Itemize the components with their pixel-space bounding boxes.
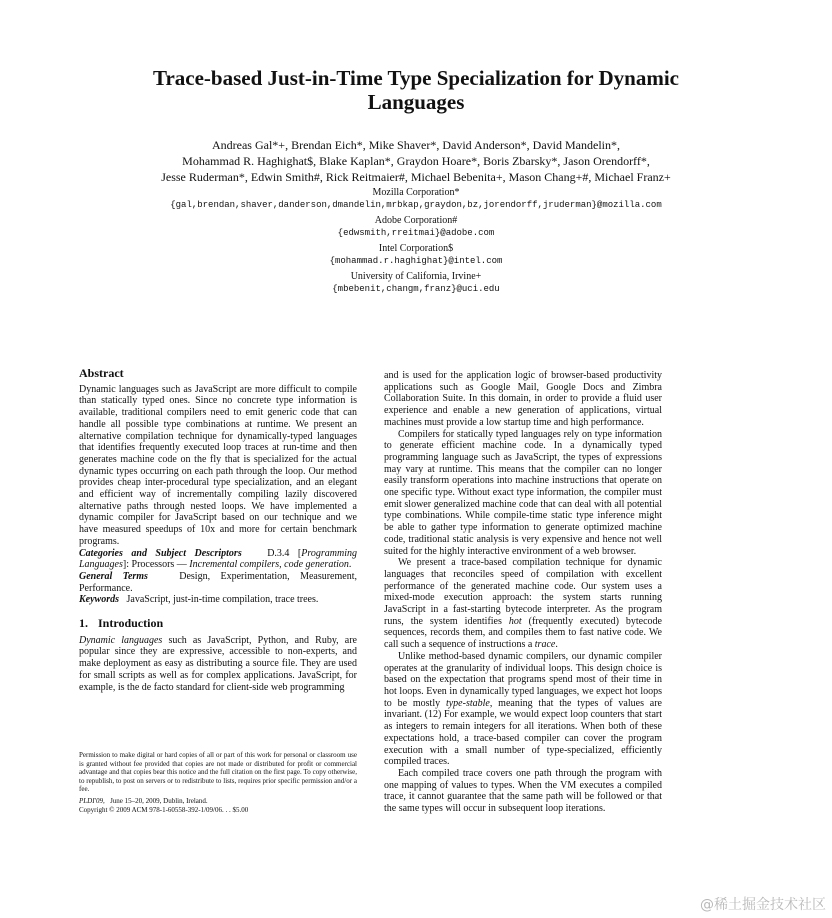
intro-paragraph-5: Each compiled trace covers one path through the program with one mapping of values to types. When the VM executes a compiled trace, it cannot guarantee that the same path will be followed or that the same types will occur in subsequent loop iterations. [384,767,662,815]
section-number: 1. [79,616,88,631]
affiliation-intel [30,243,802,267]
affiliation-name: University of California, Irvine+ [350,271,482,282]
affiliation-name: Intel Corporation$ [378,243,454,254]
general-terms [79,571,357,594]
descriptors-label: Categories and Subject Descriptors [79,547,242,559]
right-column [384,370,662,815]
p3-part-a: We present a trace-based compilation technique for dynamic languages that reconciles speed of compilation with excellent performance of the generated machine code. Our system uses a mixed-mode execution approach: the system starts running JavaScript in a fast-starting bytecode interpreter. As the program runs, the system identifies [384,557,662,627]
abstract-heading: Abstract [79,366,124,380]
left-column [79,368,357,693]
p3-hot: hot [508,615,522,627]
conference-line [79,797,357,806]
general-terms-text: Design, Experimentation, Measurement, Performance. [79,570,357,594]
author-list [30,137,802,185]
p3-part-c: . [555,639,558,651]
p4-part-a: Unlike method-based dynamic compilers, our dynamic compiler operates at the granularity of individual loops. This design choice is based on the expectation that programs spend most of their time in hot loops. Even in dynamically typed languages, we expect hot loops to be mostly [384,650,662,709]
keywords-text: JavaScript, just-in-time compilation, trace trees. [126,594,319,606]
conference-details: June 15–20, 2009, Dublin, Ireland. [110,796,208,805]
keywords [79,594,357,606]
intro-paragraph-4 [384,651,662,768]
permission-notice: Permission to make digital or hard copies of all or part of this work for personal or classroom use is granted without fee provided that copies are not made or distributed for profit or commercial advantage and that copies bear this notice and the full citation on the first page. To copy otherwise, to republish, to post on servers or to redistribute to lists, requires prior specific permission and/or a fee. [79,751,357,794]
title-line-1: Trace-based Just-in-Time Type Specialization for Dynamic [153,66,679,90]
intro-left-text: such as JavaScript, Python, and Ruby, are popular since they are expressive, accessible to non-experts, and make deployment as easy as distributing a source file. They are used for small scripts as well as for complex applications. JavaScript, for example, is the de facto standard for client-side web programming [79,634,357,693]
descriptors-end: . [348,559,352,571]
p3-trace: trace [534,639,556,651]
affiliation-adobe [30,215,802,239]
general-terms-label: General Terms [79,570,148,582]
site-watermark: @稀土掘金技术社区 [700,897,826,913]
author-line-3: Jesse Ruderman*, Edwin Smith#, Rick Reitmaier#, Michael Bebenita+, Mason Chang+#, Michael Franz+ [161,170,671,184]
descriptors-code: D.3.4 [ [267,547,302,559]
affiliation-mozilla [30,187,802,211]
affiliation-email: {mohammad.r.haghighat}@intel.com [329,256,503,266]
conference-name: PLDI'09, [79,796,105,805]
intro-paragraph-1 [79,635,357,694]
affiliation-email: {edwsmith,rreitmai}@adobe.com [337,228,495,238]
affiliation-name: Adobe Corporation# [374,215,458,226]
intro-paragraph-3 [384,557,662,651]
section-title: Introduction [98,616,164,631]
affiliation-email: {mbebenit,changm,franz}@uci.edu [332,284,500,294]
p4-part-b: , meaning that the types of values are invariant. (12) For example, we would expect loop counters that start as integers to remain integers for all iterations. When both of these expectations hold, a trace-based compiler can cover the program execution with a small number of type-specialized, efficiently compiled traces. [384,697,662,768]
abstract-body: Dynamic languages such as JavaScript are more difficult to compile than statically typed ones. Since no concrete type information is available, traditional compilers need to emit generic code that can handle all possible type combinations at runtime. We present an alternative compilation technique for dynamically-typed languages that identifies frequently executed loop traces at run-time and then generates machine code on the fly that is specialized for the actual dynamic types occurring on each path through the loop. Our method provides cheap inter-procedural type specialization, and an elegant and efficient way of incrementally compiling lazily discovered alternative paths through nested loops. We have implemented a dynamic compiler for JavaScript based on our technique and we have measured speedups of 10x and more for certain benchmark programs. [79,383,357,547]
intro-paragraph-2: Compilers for statically typed languages rely on type information to generate efficient machine code. In a dynamically typed programming language such as JavaScript, the types of expressions may vary at runtime. This means that the compiler can no longer easily transform operations into machine instructions that operate on one specific type. Without exact type information, the compiler must emit slower generalized machine code that can deal with all potential type combinations. While compile-time static type inference might be able to gather type information to generate optimized machine code, traditional static analysis is very expensive and hence not well suited for the highly interactive environment of a web browser. [384,428,662,557]
descriptors-italic: Programming Languages [79,547,357,571]
copyright-line: Copyright © 2009 ACM 978-1-60558-392-1/09/06. . . $5.00 [79,805,249,814]
affiliation-list [30,187,802,299]
descriptors-rest: ]: Processors — [122,559,187,571]
intro-paragraph-1-cont: and is used for the application logic of browser-based productivity applications such as Google Mail, Google Docs and Zimbra Collaboration Suite. In this domain, in order to provide a fluid user experience and enable a new generation of applications, virtual machines must provide a low startup time and high performance. [384,370,662,428]
title-line-2: Languages [367,90,465,114]
author-line-2: Mohammad R. Haghighat$, Blake Kaplan*, Graydon Hoare*, Boris Zbarsky*, Jason Orendorff*, [182,154,650,168]
keywords-label: Keywords [79,594,119,606]
affiliation-name: Mozilla Corporation* [372,187,460,198]
intro-italic-start: Dynamic languages [79,634,163,646]
affiliation-uci [30,271,802,295]
descriptors-italic-2: Incremental compilers, code generation [189,559,349,571]
p4-type-stable: type-stable [445,697,490,709]
p3-part-b: (frequently executed) bytecode sequences, records them, and compiles them to fast native code. We call such a sequence of instructions a [384,615,662,651]
affiliation-email: {gal,brendan,shaver,danderson,dmandelin,mrbkap,graydon,bz,jorendorff,jruderman}@mozilla.com [170,200,662,210]
paper-title [60,66,772,114]
subject-descriptors [79,548,357,571]
copyright-footnote [79,751,357,814]
intro-heading [79,618,357,630]
author-line-1: Andreas Gal*+, Brendan Eich*, Mike Shaver*, David Anderson*, David Mandelin*, [211,138,620,152]
